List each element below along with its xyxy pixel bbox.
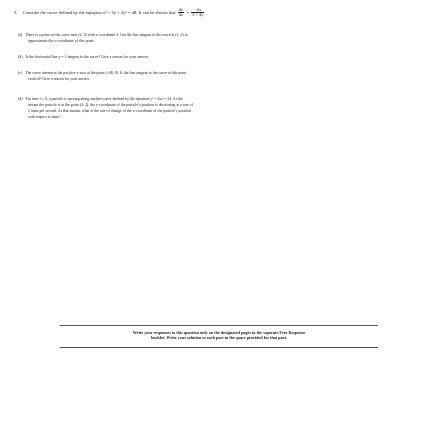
- question-stem: [14, 8, 424, 18]
- part-c-line2: vertical? Give a reason for your answer.: [28, 77, 91, 81]
- derivative-rhs: [191, 8, 204, 18]
- derivative-rhs-numerator: −2x: [191, 8, 204, 13]
- part-d-line1: For time t ≥ 0, a particle is moving along another curve defined by the equation y³ + 2xy = 24. At the: [25, 97, 183, 101]
- part-c: [18, 70, 414, 82]
- footer-instructions: [60, 330, 378, 341]
- derivative-lhs-numerator: dy: [178, 7, 184, 12]
- part-b-label: (b): [18, 55, 23, 59]
- derivative-rhs-denominator: 3 + 4y: [192, 12, 204, 18]
- part-c-line1: The curve intersects the positive x-axis at the point (√48, 0). Is the line tangent to the curve at this point: [25, 71, 187, 75]
- footer-rule-bottom: [60, 347, 378, 348]
- part-d-line2: instant the particle is at the point (4, 2), the y-coordinate of the particle’s position is decreasing at a rate of: [28, 103, 193, 107]
- part-a-line1: There is a point on the curve near (2, 4) with x-coordinate 3. Use the line tangent to the curve at (2, 4) to: [25, 33, 188, 37]
- equals-sign: =: [186, 9, 189, 15]
- part-c-label: (c): [18, 71, 23, 75]
- part-d-line4: with respect to time?: [28, 115, 61, 119]
- part-b-line1: Is the horizontal line y = 1 tangent to the curve? Give a reason for your answer.: [25, 55, 149, 59]
- part-b: [18, 54, 414, 60]
- part-d: [18, 96, 414, 120]
- question-stem-text: Consider the curve defined by the equation x² + 3y + 2y² = 48. It can be shown that: [22, 9, 176, 15]
- derivative-lhs-denominator: dx: [178, 12, 184, 18]
- part-a: [18, 32, 414, 44]
- derivative-lhs: [178, 8, 184, 18]
- footer-rule-top: [60, 325, 378, 326]
- part-a-label: (a): [18, 33, 23, 37]
- part-a-line2: approximate the y-coordinate of this point.: [28, 39, 95, 43]
- footer-line2: booklet. Write your solution to each part in the space provided for that part.: [150, 335, 288, 341]
- part-d-label: (d): [18, 97, 23, 101]
- question-number: 5.: [14, 9, 18, 15]
- part-d-line3: 2 units per second. At that instant, what is the rate of change of the x-coordinate of the particle’s position: [28, 109, 192, 113]
- footer-line1: Write your responses to this question only on the designated pages in the separate Free Response: [132, 330, 306, 335]
